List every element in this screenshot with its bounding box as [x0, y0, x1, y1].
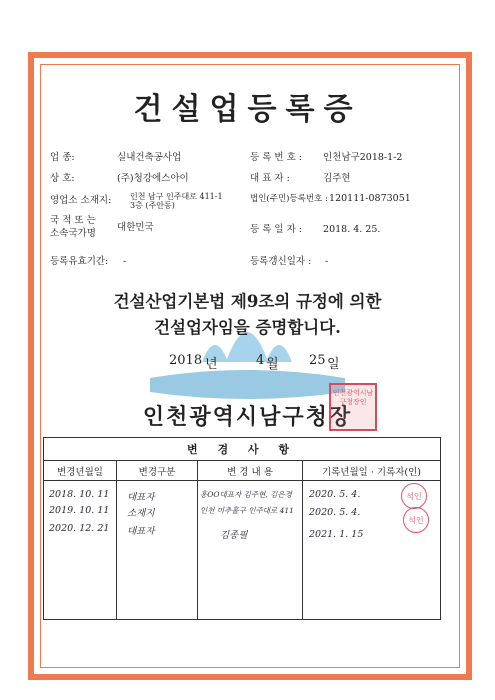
- reg-no-value: 인천남구2018-1-2: [323, 152, 403, 163]
- seal-text: 인천광역시남구청장인: [332, 389, 374, 406]
- issue-year: 2018: [169, 353, 203, 368]
- official-seal: [329, 383, 377, 431]
- field-company: [50, 170, 189, 184]
- change-dates-cell: [44, 481, 117, 620]
- company-value: (주)청강에스아이: [117, 173, 189, 184]
- issue-month: 4: [256, 353, 265, 368]
- renewal-value: -: [325, 256, 329, 267]
- change-content-2: 인천 미추홀구 인주대로 411: [200, 506, 294, 515]
- change-date-1: 2018. 10. 11: [49, 489, 110, 500]
- corp-no-value: 120111-0873051: [329, 193, 411, 204]
- validity-value: -: [123, 256, 127, 267]
- record-seal-1: 석인: [401, 483, 427, 509]
- address-value: [130, 192, 223, 210]
- reg-date-label: 등 록 일 자 :: [250, 224, 302, 235]
- issuing-authority: 인천광역시남구청장: [142, 404, 353, 430]
- validity-label: 등록유효기간:: [50, 256, 109, 267]
- field-business-type: [50, 149, 181, 163]
- change-content-1: 홍OO대표자 김주현, 김은경: [200, 490, 292, 499]
- certificate-title: 건설업등록증: [133, 92, 362, 127]
- field-address: [50, 192, 223, 210]
- col-change-content: 변 경 내 용: [198, 461, 303, 481]
- change-date-2: 2019. 10. 11: [49, 505, 110, 516]
- reg-date-value: 2018. 4. 25.: [323, 224, 381, 235]
- field-renewal: [250, 253, 328, 267]
- issue-day: 25: [309, 353, 326, 368]
- issue-month-unit: 월: [266, 357, 279, 372]
- rep-value: 김주현: [323, 173, 351, 184]
- field-validity: [50, 253, 126, 267]
- emblem-wave: [150, 370, 345, 399]
- change-category-2: 소재지: [127, 508, 155, 519]
- nationality-label-line-1: 국 적 또 는: [50, 215, 96, 226]
- record-seal-2: 석인: [403, 507, 429, 533]
- nationality-value: 대한민국: [117, 221, 154, 233]
- col-change-category: 변경구분: [117, 461, 198, 481]
- col-change-date: 변경년월일: [44, 461, 117, 481]
- change-contents-cell: [198, 481, 303, 620]
- change-category-1: 대표자: [127, 492, 155, 503]
- change-records-cell: [303, 481, 441, 620]
- rep-label: 대 표 자 :: [250, 173, 290, 184]
- reg-no-label: 등 록 번 호 :: [250, 152, 302, 163]
- field-reg-no: [250, 149, 402, 163]
- business-type-value: 실내건축공사업: [117, 152, 182, 163]
- change-categories-cell: [117, 481, 198, 620]
- statement-line-2: 건설업자임을 증명합니다.: [154, 318, 341, 337]
- field-reg-date: [250, 221, 380, 235]
- issue-day-unit: 일: [327, 357, 340, 372]
- nationality-label: [50, 214, 114, 240]
- field-representative: [250, 170, 351, 184]
- field-nationality: [50, 214, 154, 240]
- business-type-label: 업 종:: [50, 152, 75, 163]
- change-category-3: 대표자: [127, 526, 155, 537]
- col-record-date: 기록년월일 · 기록자(인): [303, 461, 441, 481]
- statement-line-1: 건설산업기본법 제9조의 규정에 의한: [113, 292, 382, 311]
- change-history-title: 변 경 사 항: [44, 438, 441, 461]
- change-date-3: 2020. 12. 21: [49, 523, 110, 534]
- issue-year-unit: 년: [205, 357, 218, 372]
- address-line-1: 인천 남구 인주대로 411-1: [130, 192, 223, 201]
- field-corp-no: [250, 192, 411, 204]
- record-date-3: 2021. 1. 15: [309, 529, 364, 540]
- address-line-2: 3층 (주안동): [130, 201, 175, 210]
- company-label: 상 호:: [50, 173, 75, 184]
- corp-no-label: 법인(주민)등록번호 :: [250, 194, 328, 204]
- change-content-3: 김종필: [220, 530, 248, 541]
- address-label: 영업소 소재지:: [50, 195, 112, 206]
- renewal-label: 등록갱신일자 :: [250, 256, 312, 267]
- change-history-table: [43, 437, 441, 620]
- record-date-1: 2020. 5. 4.: [309, 489, 361, 500]
- nationality-label-line-2: 소속국가명: [50, 228, 96, 239]
- record-date-2: 2020. 5. 4.: [309, 507, 361, 518]
